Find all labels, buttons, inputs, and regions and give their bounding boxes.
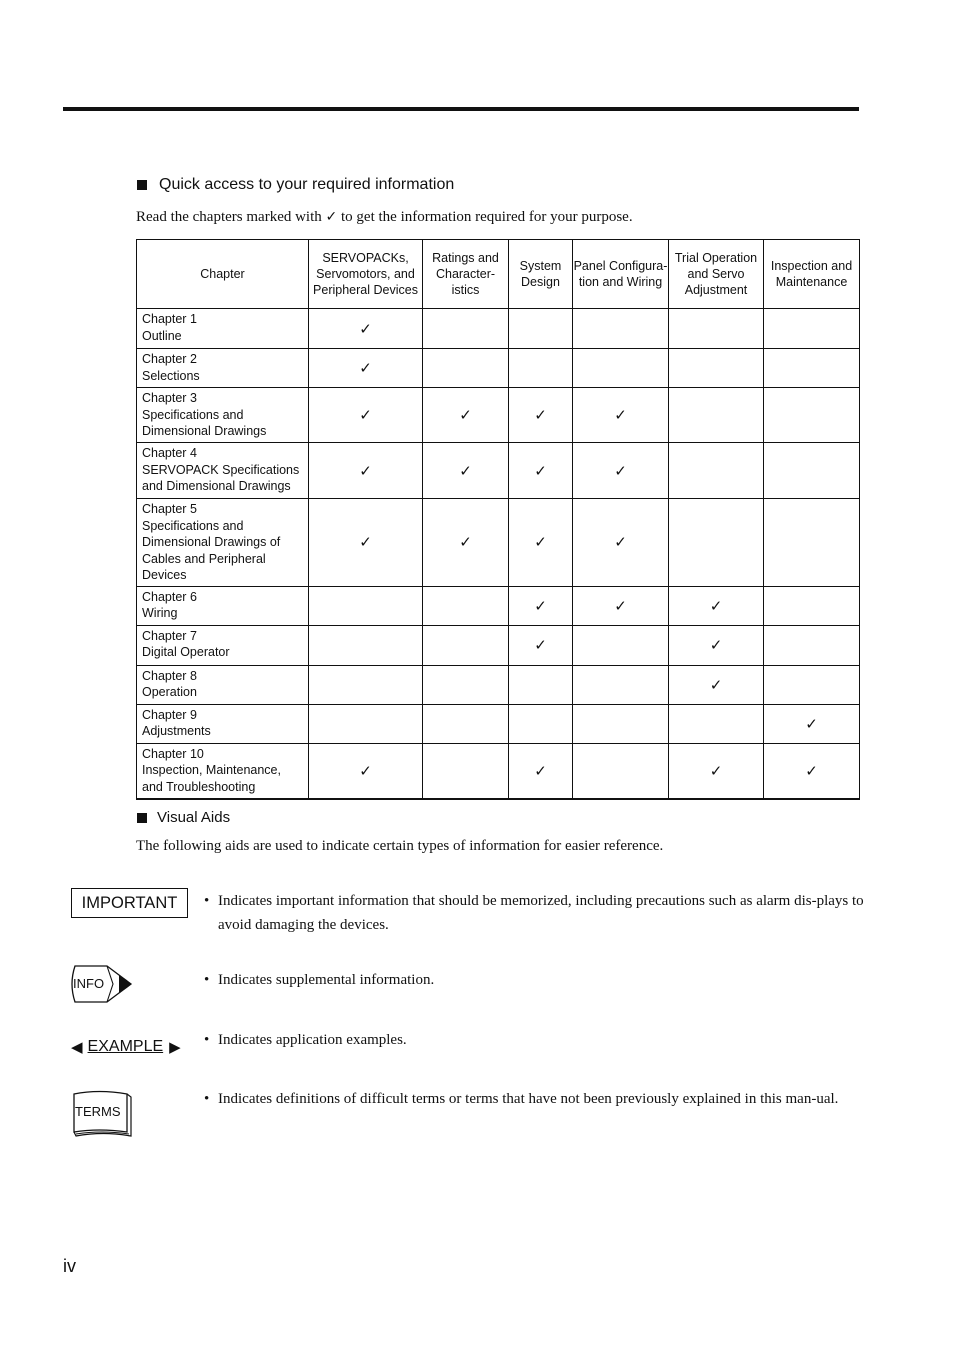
check-mark-icon: ✓ [709, 596, 723, 615]
chapter-cell [137, 388, 309, 443]
mark-cell [423, 499, 509, 587]
table-row [137, 349, 860, 388]
mark-cell [573, 388, 669, 443]
check-mark-icon: ✓ [709, 636, 723, 654]
check-mark-icon: ✓ [534, 461, 547, 480]
bullet: • [204, 1091, 210, 1107]
mark-cell [573, 499, 669, 587]
mark-cell [764, 743, 860, 799]
column-header: Panel Configura-tion and Wiring [573, 240, 669, 309]
check-mark-icon: ✓ [614, 533, 627, 552]
mark-cell [573, 625, 669, 665]
mark-cell [509, 309, 573, 349]
chapter-number: Chapter 2 [142, 352, 197, 366]
chapter-title: Selections [142, 368, 200, 383]
column-header: SERVOPACKs, Servomotors, and Peripheral Devices [309, 240, 423, 309]
check-mark-icon: ✓ [534, 406, 547, 424]
mark-cell [509, 349, 573, 388]
check-mark-icon: ✓ [534, 533, 547, 552]
chapter-number: Chapter 7 [142, 628, 197, 643]
mark-cell [669, 388, 764, 443]
mark-cell [309, 586, 423, 625]
chapter-number: Chapter 6 [142, 589, 197, 604]
mark-cell [423, 704, 509, 743]
column-header: Trial Operation and Servo Adjustment [669, 240, 764, 309]
mark-cell [764, 349, 860, 388]
chapter-number: Chapter 8 [142, 668, 197, 683]
mark-cell [423, 625, 509, 665]
chapter-cell [137, 309, 309, 349]
table-row [137, 665, 860, 704]
chapter-title: Adjustments [142, 724, 211, 738]
chapter-title: Outline [142, 328, 182, 343]
column-header: System Design [509, 240, 573, 309]
mark-cell [669, 704, 764, 743]
page-number: iv [63, 1256, 76, 1276]
chapter-cell [137, 499, 309, 587]
chapter-cell [137, 743, 309, 799]
mark-cell [669, 625, 764, 665]
terms-description [204, 1087, 864, 1111]
table-row [137, 309, 860, 349]
info-description [204, 968, 864, 992]
mark-cell [573, 309, 669, 349]
mark-cell [764, 388, 860, 443]
chapter-cell [137, 586, 309, 625]
mark-cell [669, 499, 764, 587]
important-text: Indicates important information that should be memorized, including precautions such as alarm dis-plays to avoid damaging the devices. [218, 893, 864, 933]
mark-cell [509, 625, 573, 665]
chapter-title: Wiring [142, 606, 178, 620]
example-label: EXAMPLE [87, 1038, 164, 1055]
terms-label: TERMS [75, 1104, 121, 1119]
check-mark-icon: ✓ [359, 533, 372, 552]
mark-cell [509, 499, 573, 587]
check-mark-icon: ✓ [459, 406, 472, 424]
square-bullet-icon [137, 813, 147, 823]
table-row [137, 586, 860, 625]
right-arrow-icon: ▶ [169, 1039, 181, 1056]
top-rule [63, 107, 859, 111]
mark-cell [309, 665, 423, 704]
check-mark-icon: ✓ [359, 359, 372, 377]
mark-cell [669, 743, 764, 799]
check-mark-icon: ✓ [805, 714, 818, 733]
check-mark-icon: ✓ [534, 596, 547, 615]
check-mark-icon: ✓ [614, 406, 627, 424]
section-heading-text: Visual Aids [157, 809, 231, 826]
check-mark-icon: ✓ [359, 461, 372, 480]
check-mark-icon: ✓ [614, 596, 627, 615]
chapter-cell [137, 704, 309, 743]
chapter-cell [137, 665, 309, 704]
intro-after: to get the information required for your purpose. [341, 209, 633, 225]
mark-cell [309, 625, 423, 665]
mark-cell [573, 704, 669, 743]
mark-cell [509, 586, 573, 625]
chapter-title: Inspection, Maintenance, and Troubleshooting [142, 763, 281, 794]
mark-cell [423, 743, 509, 799]
mark-cell [509, 443, 573, 499]
check-mark-icon: ✓ [459, 533, 472, 552]
chapter-cell [137, 443, 309, 499]
check-mark-icon: ✓ [359, 761, 372, 780]
terms-icon [71, 1090, 135, 1140]
mark-cell [509, 388, 573, 443]
important-icon [71, 888, 188, 918]
info-label: INFO [73, 976, 105, 991]
chapter-cell [137, 625, 309, 665]
section-heading-visual-aids [137, 809, 230, 826]
mark-cell [764, 499, 860, 587]
intro-text [136, 209, 633, 226]
chapter-number: Chapter 4 [142, 446, 197, 460]
mark-cell [573, 743, 669, 799]
chapter-table [136, 239, 860, 800]
mark-cell [309, 309, 423, 349]
section-heading-quick-access [137, 176, 454, 194]
table-row [137, 499, 860, 587]
mark-cell [309, 349, 423, 388]
check-mark-icon: ✓ [359, 406, 372, 424]
important-description [204, 889, 864, 937]
check-mark-icon: ✓ [534, 761, 547, 780]
mark-cell [764, 309, 860, 349]
column-header: Ratings and Character-istics [423, 240, 509, 309]
mark-cell [573, 586, 669, 625]
mark-cell [764, 443, 860, 499]
mark-cell [423, 388, 509, 443]
square-bullet-icon [137, 180, 147, 190]
mark-cell [573, 349, 669, 388]
chapter-title: Specifications and Dimensional Drawings of Cables and Peripheral Devices [142, 518, 281, 582]
check-mark-icon: ✓ [614, 461, 627, 480]
info-icon [67, 964, 133, 1004]
column-header: Chapter [137, 240, 309, 309]
column-header: Inspection and Maintenance [764, 240, 860, 309]
check-mark-icon: ✓ [325, 209, 338, 225]
chapter-number: Chapter 9 [142, 707, 197, 722]
bullet: • [204, 893, 210, 909]
example-description [204, 1028, 864, 1052]
mark-cell [309, 388, 423, 443]
chapter-title: Digital Operator [142, 645, 230, 659]
table-row [137, 625, 860, 665]
chapter-title: Specifications and Dimensional Drawings [142, 407, 267, 438]
chapter-number: Chapter 3 [142, 391, 197, 405]
mark-cell [669, 309, 764, 349]
chapter-number: Chapter 10 [142, 746, 204, 761]
info-text: Indicates supplemental information. [218, 972, 435, 988]
mark-cell [764, 665, 860, 704]
example-text: Indicates application examples. [218, 1032, 407, 1048]
check-mark-icon: ✓ [709, 761, 723, 780]
table-row [137, 443, 860, 499]
mark-cell [509, 665, 573, 704]
mark-cell [573, 443, 669, 499]
mark-cell [423, 443, 509, 499]
mark-cell [669, 349, 764, 388]
mark-cell [423, 586, 509, 625]
mark-cell [509, 704, 573, 743]
left-arrow-icon: ◀ [71, 1039, 83, 1056]
mark-cell [309, 704, 423, 743]
mark-cell [669, 665, 764, 704]
mark-cell [309, 443, 423, 499]
visual-aids-intro: The following aids are used to indicate certain types of information for easier reference. [136, 838, 664, 854]
check-mark-icon: ✓ [805, 761, 818, 780]
chapter-number: Chapter 1 [142, 312, 197, 326]
chapter-cell [137, 349, 309, 388]
mark-cell [309, 743, 423, 799]
intro-before: Read the chapters marked with [136, 209, 322, 225]
table-row [137, 743, 860, 799]
chapter-title: SERVOPACK Specifications and Dimensional Drawings [142, 462, 300, 493]
mark-cell [423, 349, 509, 388]
mark-cell [423, 309, 509, 349]
mark-cell [764, 625, 860, 665]
example-icon [71, 1036, 191, 1058]
mark-cell [764, 586, 860, 625]
table-row [137, 388, 860, 443]
table-header-row [137, 240, 860, 309]
terms-text: Indicates definitions of difficult terms or terms that have not been previously explained in this man-ual. [218, 1091, 839, 1107]
mark-cell [669, 443, 764, 499]
mark-cell [573, 665, 669, 704]
section-heading-text: Quick access to your required information [159, 176, 455, 193]
check-mark-icon: ✓ [459, 461, 472, 480]
mark-cell [509, 743, 573, 799]
bullet: • [204, 1032, 210, 1048]
mark-cell [309, 499, 423, 587]
check-mark-icon: ✓ [534, 636, 547, 654]
table-row [137, 704, 860, 743]
important-label: IMPORTANT [81, 893, 178, 912]
check-mark-icon: ✓ [359, 319, 372, 338]
check-mark-icon: ✓ [709, 675, 723, 694]
mark-cell [764, 704, 860, 743]
bullet: • [204, 972, 210, 988]
chapter-title: Operation [142, 685, 197, 699]
chapter-number: Chapter 5 [142, 502, 197, 516]
mark-cell [423, 665, 509, 704]
mark-cell [669, 586, 764, 625]
